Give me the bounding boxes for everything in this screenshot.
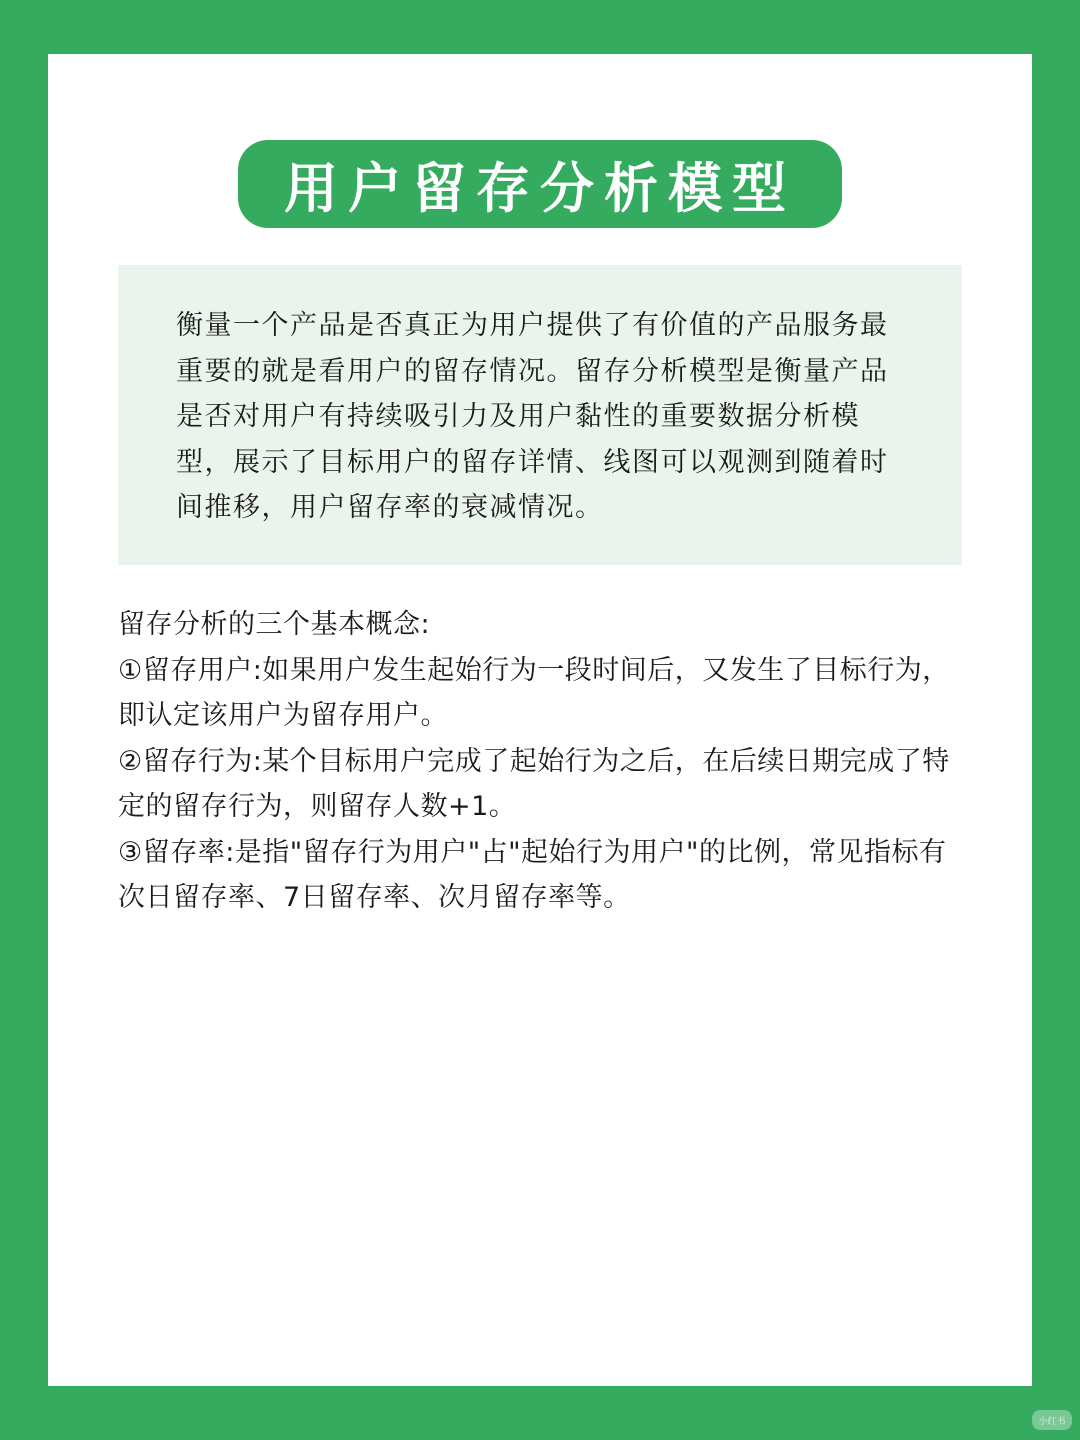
watermark-logo: 小红书 (1032, 1410, 1072, 1430)
content-card (48, 54, 1032, 1386)
concept-item: ①留存用户:如果用户发生起始行为一段时间后，又发生了目标行为，即认定该用户为留存用户。 (118, 654, 950, 731)
intro-box (118, 265, 962, 565)
concept-item: ②留存行为:某个目标用户完成了起始行为之后，在后续日期完成了特定的留存行为，则留存人数+1。 (118, 745, 950, 822)
concepts-heading: 留存分析的三个基本概念: (118, 609, 431, 640)
concept-item: ③留存率:是指"留存行为用户"占"起始行为用户"的比例，常见指标有次日留存率、7日留存率、次月留存率等。 (118, 836, 947, 913)
title-banner (238, 140, 842, 228)
concepts-section (118, 602, 968, 921)
intro-paragraph: 衡量一个产品是否真正为用户提供了有价值的产品服务最重要的就是看用户的留存情况。留存分析模型是衡量产品是否对用户有持续吸引力及用户黏性的重要数据分析模型，展示了目标用户的留存详情、线图可以观测到随着时间推移，用户留存率的衰减情况。 (176, 310, 889, 523)
page-title: 用户留存分析模型 (284, 156, 796, 220)
